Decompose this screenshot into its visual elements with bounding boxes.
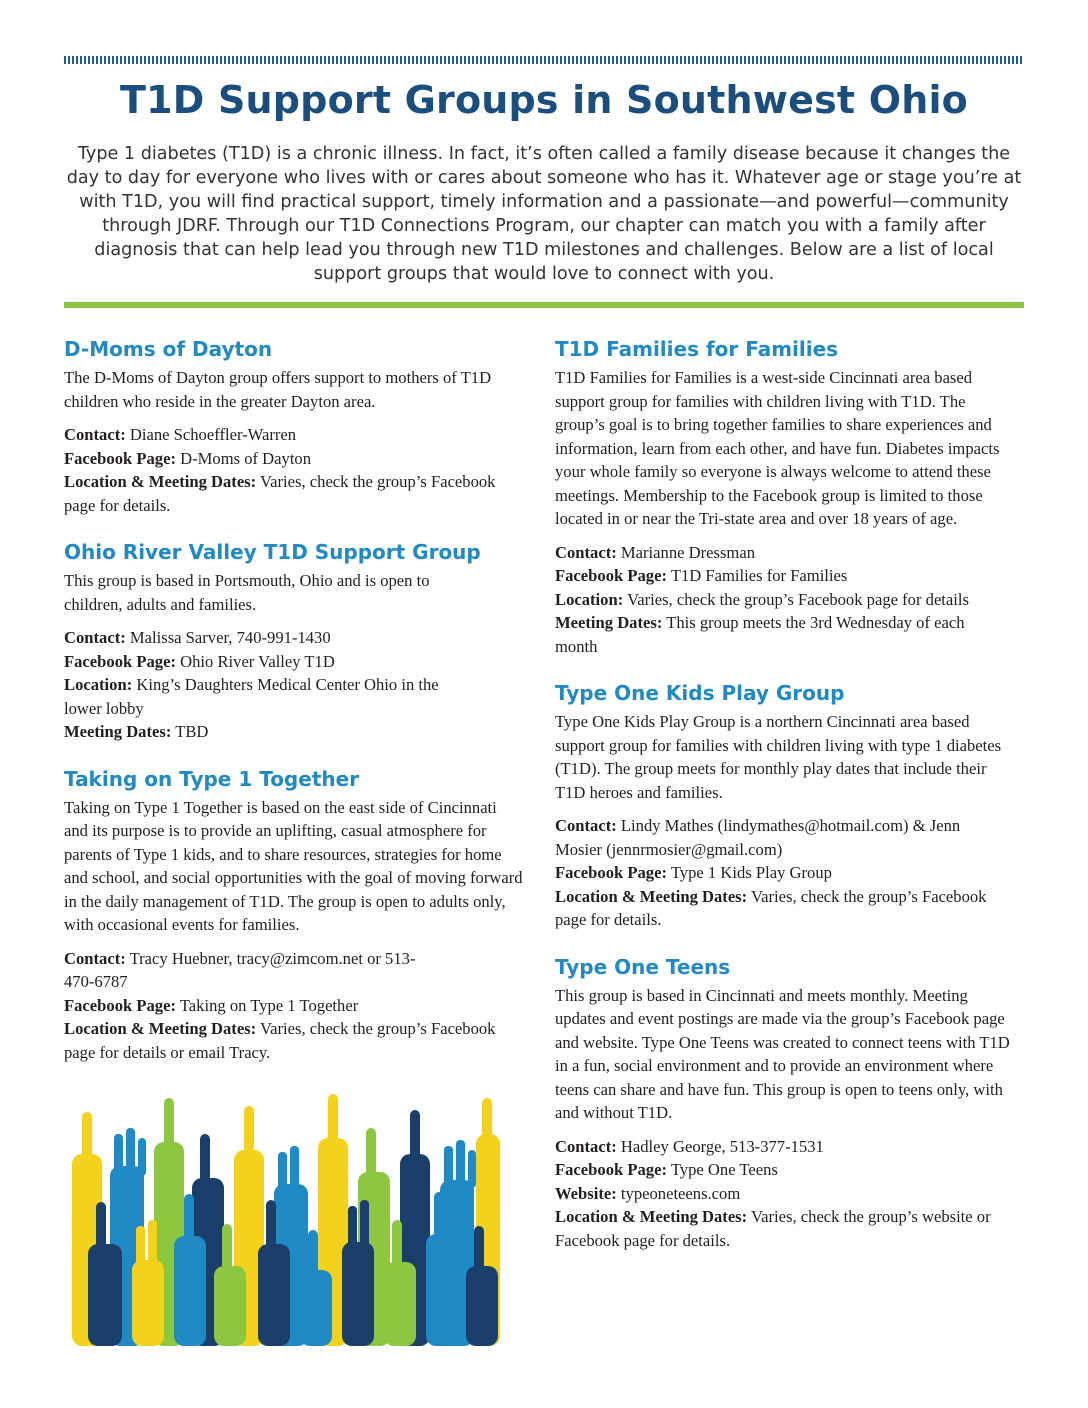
field-value: Marianne Dressman xyxy=(616,542,755,562)
raised-hands-illustration xyxy=(62,1094,504,1346)
group-details xyxy=(64,423,524,517)
location-dates-line xyxy=(64,1017,524,1064)
location-dates-line xyxy=(555,885,1015,932)
field-value: Ohio River Valley T1D xyxy=(175,651,335,671)
meeting-dates-line xyxy=(555,611,985,658)
group-t1d-families-for-families xyxy=(555,336,1015,658)
group-description: Type One Kids Play Group is a northern Cincinnati area based support group for families with children living with type 1 diabetes (T1D). The group meets for monthly play dates that include their T1D heroes and families. xyxy=(555,712,1002,802)
facebook-line xyxy=(555,1158,1015,1182)
contact-line xyxy=(64,423,524,447)
field-value: D-Moms of Dayton xyxy=(175,448,312,468)
group-heading: T1D Families for Families xyxy=(555,337,839,361)
field-value: King’s Daughters Medical Center Ohio in the lower lobby xyxy=(64,675,439,718)
field-value: Malissa Sarver, 740-991-1430 xyxy=(125,628,331,647)
field-label: Facebook Page: xyxy=(64,995,176,1015)
field-label: Website: xyxy=(555,1183,617,1203)
group-heading: Ohio River Valley T1D Support Group xyxy=(64,540,481,564)
page-title: T1D Support Groups in Southwest Ohio xyxy=(120,78,968,122)
left-column xyxy=(64,336,524,1086)
contact-line xyxy=(555,541,1015,565)
group-d-moms-of-dayton xyxy=(64,336,524,517)
group-details xyxy=(555,1135,1015,1253)
group-heading: Type One Kids Play Group xyxy=(555,681,845,705)
field-value: Type One Teens xyxy=(666,1160,778,1179)
field-label: Facebook Page: xyxy=(555,863,667,882)
right-column xyxy=(555,336,1015,1274)
facebook-line xyxy=(64,650,524,674)
field-label: Location & Meeting Dates: xyxy=(64,1019,257,1038)
field-label: Location: xyxy=(555,589,624,609)
section-divider xyxy=(64,302,1024,308)
field-value: T1D Families for Families xyxy=(666,566,848,585)
field-label: Facebook Page: xyxy=(64,448,176,468)
field-label: Facebook Page: xyxy=(64,651,176,671)
group-description: This group is based in Portsmouth, Ohio and is open to children, adults and families. xyxy=(64,571,430,614)
field-value: Lindy Mathes (lindymathes@hotmail.com) & Jenn Mosier (jennrmosier@gmail.com) xyxy=(555,816,961,859)
field-value: Hadley George, 513-377-1531 xyxy=(616,1136,824,1156)
location-line xyxy=(64,673,464,720)
field-label: Meeting Dates: xyxy=(64,722,172,741)
field-label: Facebook Page: xyxy=(555,1160,667,1179)
field-value: Varies, check the group’s Facebook page for details. xyxy=(64,472,496,515)
group-description: This group is based in Cincinnati and meets monthly. Meeting updates and event postings are made via the group’s Facebook page and website. Type One Teens was created to connect teens with T1D in a fun, social environment and to provide an environment where teens can share and have fun. This group is open to teens only, with and without T1D. xyxy=(555,985,1010,1122)
group-description: Taking on Type 1 Together is based on the east side of Cincinnati and its purpose is to provide an uplifting, casual atmosphere for parents of Type 1 kids, and to share resources, strategies for home and school, and social opportunities with the goal of moving forward in the daily management of T1D. The group is open to adults only, with occasional events for families. xyxy=(64,797,523,934)
group-type-one-teens xyxy=(555,954,1015,1253)
field-label: Location & Meeting Dates: xyxy=(555,1207,748,1226)
field-value: Type 1 Kids Play Group xyxy=(666,863,832,882)
field-value: Taking on Type 1 Together xyxy=(175,995,359,1015)
field-label: Contact: xyxy=(555,816,617,835)
meeting-dates-line xyxy=(64,720,524,744)
contact-line xyxy=(64,626,524,650)
group-ohio-river-valley xyxy=(64,539,524,744)
facebook-line xyxy=(64,994,524,1018)
field-label: Location & Meeting Dates: xyxy=(555,886,748,906)
field-value: Varies, check the group’s Facebook page for details xyxy=(623,589,969,609)
group-heading: Taking on Type 1 Together xyxy=(64,766,360,791)
contact-line xyxy=(555,814,990,861)
field-label: Facebook Page: xyxy=(555,566,667,585)
location-line xyxy=(555,588,975,612)
field-value: This group meets the 3rd Wednesday of each month xyxy=(555,613,965,656)
facebook-line xyxy=(555,861,1015,885)
location-dates-line xyxy=(64,470,524,517)
field-value: typeoneteens.com xyxy=(616,1183,741,1203)
field-label: Location & Meeting Dates: xyxy=(64,472,257,491)
group-taking-on-type-1-together xyxy=(64,766,524,1065)
group-type-one-kids-play-group xyxy=(555,680,1015,932)
field-value: Varies, check the group’s Facebook page for details or email Tracy. xyxy=(64,1019,496,1062)
location-dates-line xyxy=(555,1205,1015,1252)
intro-paragraph: Type 1 diabetes (T1D) is a chronic illness. In fact, it’s often called a family disease because it changes the day to day for everyone who lives with or cares about someone who has it. Whatever age or stage you’re at with T1D, you will find practical support, timely information and a passionate—and powerful—community through JDRF. Through our T1D Connections Program, our chapter can match you with a family after diagnosis that can help lead you through new T1D milestones and challenges. Below are a list of local support groups that would love to connect with you. xyxy=(66,144,1022,284)
group-details xyxy=(555,814,1015,932)
field-value: Varies, check the group’s Facebook page for details. xyxy=(555,886,987,929)
contact-line xyxy=(64,947,434,994)
group-heading: D-Moms of Dayton xyxy=(64,337,273,361)
field-value: Varies, check the group’s website or Facebook page for details. xyxy=(555,1207,991,1250)
facebook-line xyxy=(64,447,524,471)
field-label: Contact: xyxy=(64,628,126,647)
website-line xyxy=(555,1182,1015,1206)
group-description: T1D Families for Families is a west-side Cincinnati area based support group for families with children living with T1D. The group’s goal is to bring together families to share experiences and information, learn from each other, and have fun. Diabetes impacts your whole family so everyone is always welcome to attend these meetings. Membership to the Facebook group is limited to those located in or near the Tri-state area and over 18 years of age. xyxy=(555,368,1000,528)
contact-line xyxy=(555,1135,1015,1159)
field-value: TBD xyxy=(171,722,209,741)
group-details xyxy=(555,541,1015,659)
field-label: Contact: xyxy=(555,1136,617,1156)
group-heading: Type One Teens xyxy=(555,954,731,979)
group-description: The D-Moms of Dayton group offers support to mothers of T1D children who reside in the greater Dayton area. xyxy=(64,368,492,411)
group-details xyxy=(64,947,524,1065)
field-label: Meeting Dates: xyxy=(555,613,663,632)
group-details xyxy=(64,626,524,744)
field-value: Diane Schoeffler-Warren xyxy=(125,425,297,444)
field-label: Contact: xyxy=(64,948,126,968)
top-dotted-rule xyxy=(64,56,1024,64)
field-label: Contact: xyxy=(64,425,126,444)
field-value: Tracy Huebner, tracy@zimcom.net or 513-470-6787 xyxy=(64,948,416,991)
facebook-line xyxy=(555,564,1015,588)
field-label: Contact: xyxy=(555,542,617,562)
field-label: Location: xyxy=(64,675,133,694)
